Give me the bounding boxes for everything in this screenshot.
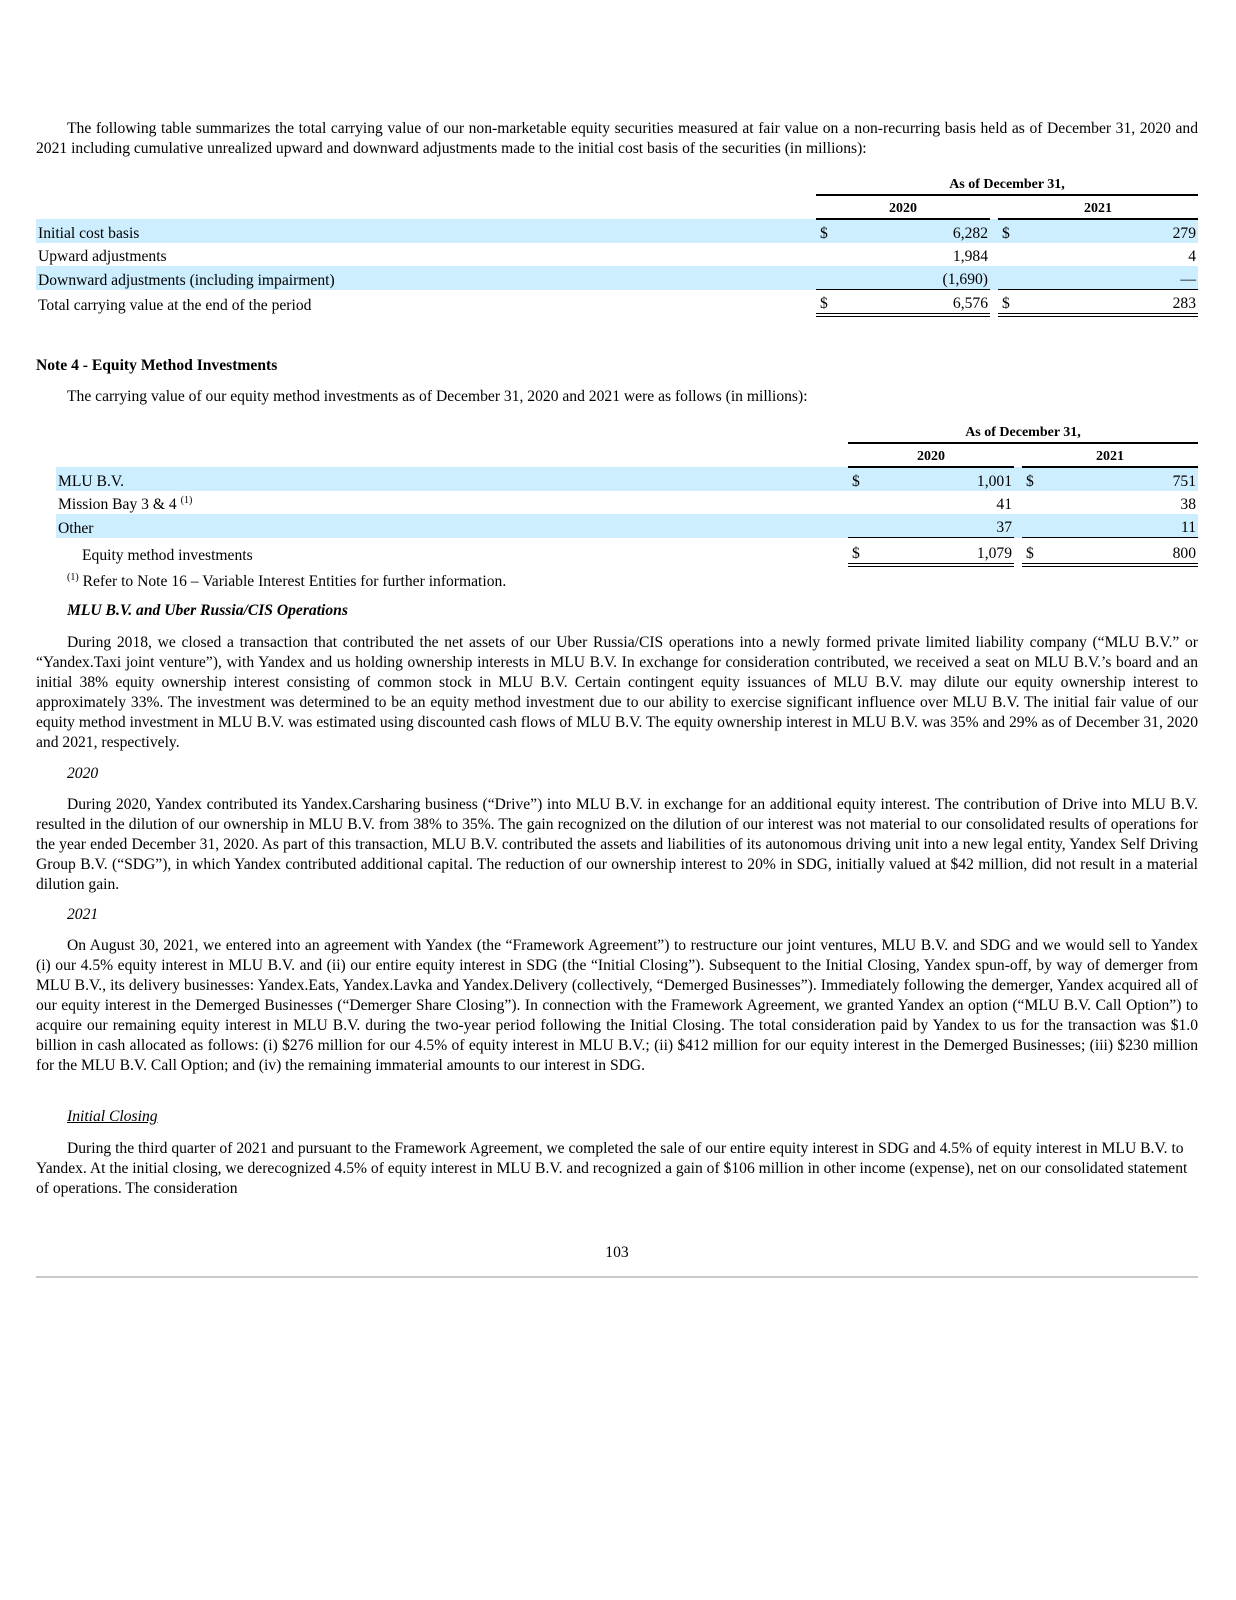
value-2021: 11 [1046,514,1198,538]
footnote-text: Refer to Note 16 – Variable Interest Entities for further information. [78,573,507,591]
table2-year-2020: 2020 [848,443,1014,467]
table-row-total [56,538,1198,565]
value-2020: 6,576 [840,290,990,316]
row-label: MLU B.V. [56,467,848,491]
value-2021: — [1022,266,1198,290]
page-number: 103 [605,1244,629,1261]
subheading-2021: 2021 [67,906,99,923]
paragraph-initial-closing: During the third quarter of 2021 and pursuant to the Framework Agreement, we completed the sale of our entire equity interest in SDG and 4.5% of equity interest in MLU B.V. to Yandex. At the initial closing, we derecognized 4.5% of equity interest in MLU B.V. and recognized a gain of $106 million in other income (expense), net on our consolidated statement of operations. The consideration [36,1140,1188,1197]
currency-symbol: $ [1022,538,1046,565]
value-2020: 1,001 [872,467,1014,491]
value-2020: 1,079 [872,538,1014,565]
table-row [56,491,1198,514]
subheading-initial-closing: Initial Closing [67,1108,158,1125]
paragraph-mlu: During 2018, we closed a transaction that contributed the net assets of our Uber Russia/CIS operations into a newly formed private limited liability company (“MLU B.V.” or “Yandex.Taxi joint venture”), with Yandex and us holding ownership interests in MLU B.V. In exchange for consideration contributed, we received a seat on MLU B.V.’s board and an initial 38% equity ownership interest consisting of common stock in MLU B.V. Certain contingent equity issuances of MLU B.V. may dilute our equity ownership interest to approximately 33%. The investment was determined to be an equity method investment due to our ability to exercise significant influence over MLU B.V. The initial fair value of our equity method investment in MLU B.V. was estimated using discounted cash flows of MLU B.V. The equity ownership interest in MLU B.V. was 35% and 29% as of December 31, 2020 and 2021, respectively. [36,634,1198,751]
note4-intro: The carrying value of our equity method investments as of December 31, 2020 and 2021 were as follows (in millions): [67,388,808,405]
value-2021: 800 [1046,538,1198,565]
row-label: Mission Bay 3 & 4 $^{(1)}$ [58,495,193,514]
carrying-value-table [36,172,1198,317]
row-label: Upward adjustments [38,248,167,265]
currency-symbol: $ [816,219,840,243]
currency-symbol: $ [1022,467,1046,491]
table1-header: As of December 31, [816,172,1198,195]
value-2020: (1,690) [840,266,990,290]
value-2020: 41 [996,496,1012,514]
value-2020: 1,984 [952,248,988,265]
row-label: Total carrying value at the end of the period [38,297,312,314]
footnote [67,572,506,591]
currency-symbol: $ [848,538,872,565]
table-row [36,243,1198,266]
table1-year-2020: 2020 [816,195,990,219]
subheading-2020: 2020 [67,765,99,782]
footnote-marker: (1) [67,572,79,583]
row-label: Downward adjustments (including impairment) [36,266,816,290]
intro-paragraph: The following table summarizes the total carrying value of our non-marketable equity securities measured at fair value on a non-recurring basis held as of December 31, 2020 and 2021 including cumulative unrealized upward and downward adjustments made to the initial cost basis of the securities (in millions): [36,120,1198,157]
table2-header: As of December 31, [848,420,1198,443]
value-2021: 751 [1046,467,1198,491]
value-2021: 279 [1022,219,1198,243]
paragraph-2021: On August 30, 2021, we entered into an agreement with Yandex (the “Framework Agreement”) to restructure our joint ventures, MLU B.V. and SDG and we would sell to Yandex (i) our 4.5% equity interest in MLU B.V. and (ii) our entire equity interest in SDG (the “Initial Closing”). Subsequent to the Initial Closing, Yandex spun-off, by way of demerger from MLU B.V., its delivery businesses: Yandex.Eats, Yandex.Lavka and Yandex.Delivery (collectively, “Demerged Businesses”). Immediately following the demerger, Yandex acquired all of our equity interest in the Demerged Businesses (“Demerger Share Closing”). In connection with the Framework Agreement, we granted Yandex an option (“MLU B.V. Call Option”) to acquire our remaining equity interest in MLU B.V. during the two-year period following the Initial Closing. The total consideration paid by Yandex to us for the transaction was $1.0 billion in cash allocated as follows: (i) $276 million for our 4.5% of equity interest in MLU B.V.; (ii) $412 million for our equity interest in the Demerged Businesses; (iii) $230 million for the MLU B.V. Call Option; and (iv) the remaining immaterial amounts to our interest in SDG. [36,937,1198,1074]
row-label: Equity method investments [82,546,253,564]
row-label: Other [56,514,848,538]
equity-method-table [56,420,1198,567]
table-row-total [36,290,1198,316]
table1-year-2021: 2021 [998,195,1198,219]
table-row [36,219,1198,243]
value-2021: 4 [1188,248,1196,265]
value-2021: 38 [1180,496,1196,514]
footer-divider [36,1276,1198,1278]
table2-year-2021: 2021 [1022,443,1198,467]
value-2020: 6,282 [840,219,990,243]
paragraph-2020: During 2020, Yandex contributed its Yandex.Carsharing business (“Drive”) into MLU B.V. in exchange for an additional equity interest. The contribution of Drive into MLU B.V. resulted in the dilution of our ownership in MLU B.V. from 38% to 35%. The gain recognized on the dilution of our interest was not material to our consolidated results of operations for the year ended December 31, 2020. As part of this transaction, MLU B.V. contributed the assets and liabilities of its autonomous driving unit into a new legal entity, Yandex Self Driving Group B.V. (“SDG”), in which Yandex contributed additional capital. The reduction of our ownership interest to 20% in SDG, initially valued at $42 million, did not result in a material dilution gain. [36,796,1198,893]
table-row [56,467,1198,491]
note4-heading: Note 4 - Equity Method Investments [36,357,278,374]
value-2020: 37 [872,514,1014,538]
row-label: Initial cost basis [36,219,816,243]
section-heading-mlu: MLU B.V. and Uber Russia/CIS Operations [67,602,348,619]
footnote-marker: (1) [180,495,193,506]
value-2021: 283 [1022,290,1198,316]
table-row [36,266,1198,290]
table-row [56,514,1198,538]
currency-symbol: $ [816,290,840,316]
currency-symbol: $ [848,467,872,491]
currency-symbol: $ [998,219,1022,243]
currency-symbol: $ [998,290,1022,316]
